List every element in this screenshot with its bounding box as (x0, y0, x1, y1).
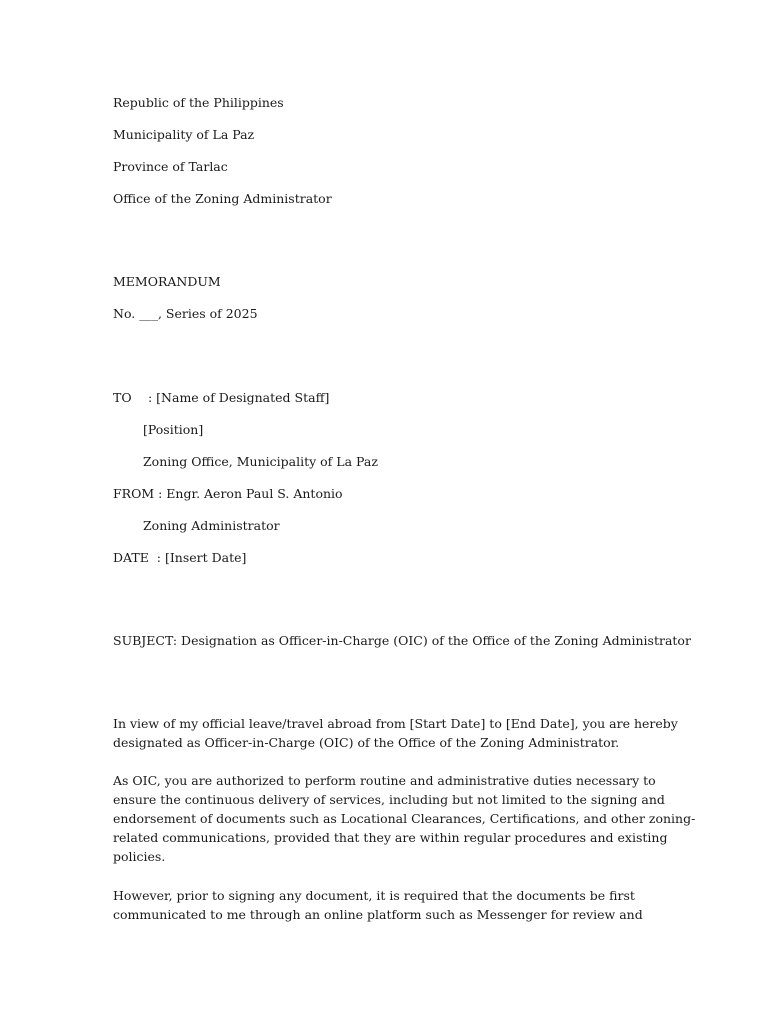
body-line: In view of my official leave/travel abroad from [Start Date] to [End Date], you are hereby (113, 716, 678, 731)
body-paragraph-3 (113, 886, 653, 924)
body-line: As OIC, you are authorized to perform routine and administrative duties necessary to (113, 773, 656, 788)
to-position: [Position] (143, 422, 204, 437)
header-municipality: Municipality of La Paz (113, 127, 255, 142)
subject-line: SUBJECT: Designation as Officer-in-Charge (OIC) of the Office of the Zoning Administrator (113, 633, 691, 648)
to-label: TO (113, 390, 132, 405)
body-line: related communications, provided that they are within regular procedures and existing (113, 830, 668, 845)
body-paragraph-2 (113, 771, 696, 866)
body-line: communicated to me through an online platform such as Messenger for review and (113, 907, 643, 922)
body-line: designated as Officer-in-Charge (OIC) of the Office of the Zoning Administrator. (113, 735, 620, 750)
body-line: ensure the continuous delivery of services, including but not limited to the signing and (113, 792, 665, 807)
to-line (113, 388, 329, 407)
from-title: Zoning Administrator (143, 518, 280, 533)
memo-number: No. ___, Series of 2025 (113, 306, 258, 321)
to-value: : [Name of Designated Staff] (148, 390, 330, 405)
body-line: endorsement of documents such as Locational Clearances, Certifications, and other zoning- (113, 811, 696, 826)
header-province: Province of Tarlac (113, 159, 228, 174)
body-line: However, prior to signing any document, it is required that the documents be first (113, 888, 635, 903)
header-republic: Republic of the Philippines (113, 95, 284, 110)
date-line: DATE : [Insert Date] (113, 550, 247, 565)
header-office: Office of the Zoning Administrator (113, 191, 332, 206)
to-office: Zoning Office, Municipality of La Paz (143, 454, 378, 469)
body-paragraph-1 (113, 714, 678, 752)
body-line: policies. (113, 849, 166, 864)
memo-title: MEMORANDUM (113, 274, 221, 289)
from-line: FROM : Engr. Aeron Paul S. Antonio (113, 486, 343, 501)
